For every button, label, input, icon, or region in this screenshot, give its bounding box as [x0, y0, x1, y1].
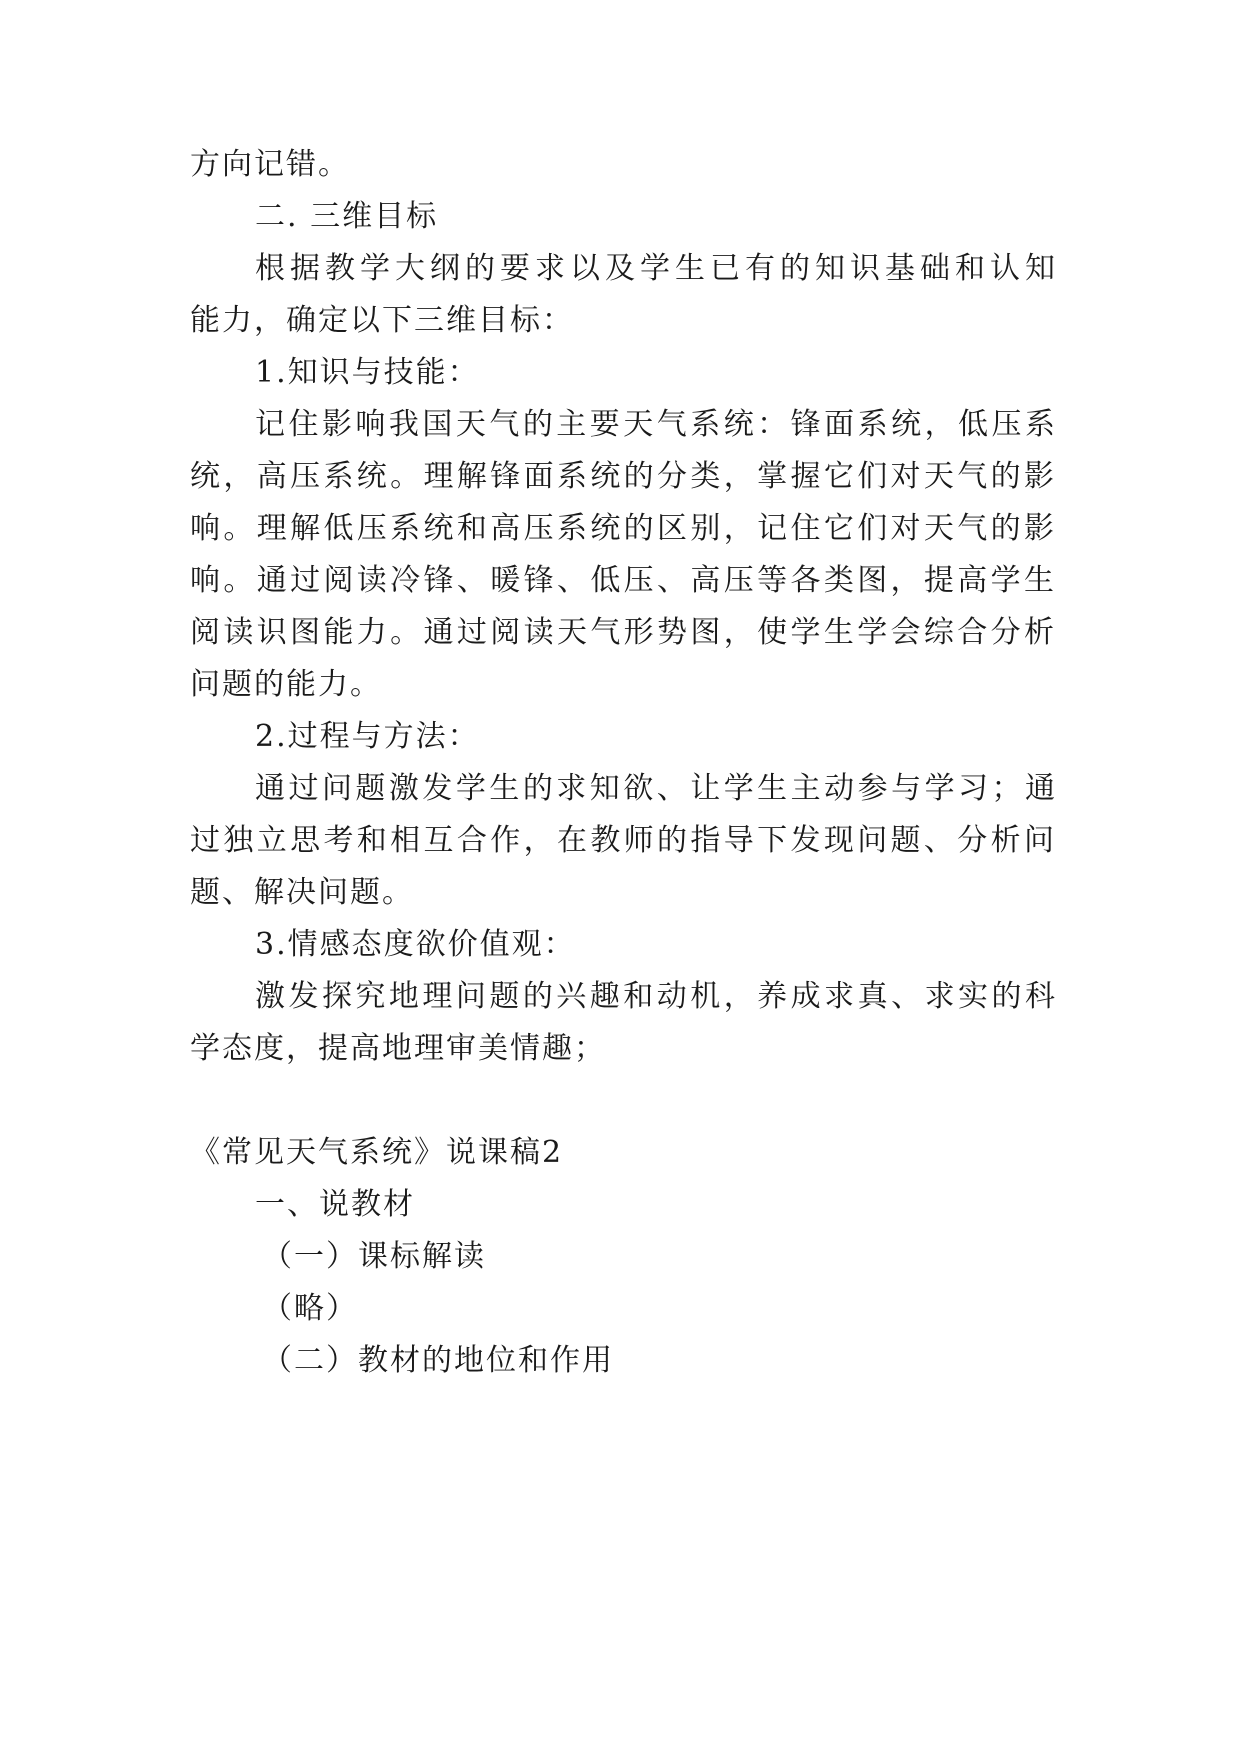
paragraph-line: 统，高压系统。理解锋面系统的分类，掌握它们对天气的影: [190, 459, 1054, 494]
subsection-heading-role: （二）教材的地位和作用: [262, 1343, 614, 1378]
paragraph-line: 响。通过阅读冷锋、暖锋、低压、高压等各类图，提高学生: [190, 563, 1054, 598]
goal-title-knowledge: 1.知识与技能：: [255, 355, 480, 390]
paragraph-line: 问题的能力。: [190, 667, 382, 702]
subsection-heading-standard: （一）课标解读: [262, 1239, 486, 1274]
omitted-note: （略）: [262, 1291, 358, 1326]
section-heading-goals: 二. 三维目标: [255, 199, 439, 234]
paragraph-line: 阅读识图能力。通过阅读天气形势图，使学生学会综合分析: [190, 615, 1054, 650]
goal-title-process: 2.过程与方法：: [255, 719, 480, 754]
paragraph-line: 过独立思考和相互合作，在教师的指导下发现问题、分析问: [190, 823, 1054, 858]
paragraph-line: 通过问题激发学生的求知欲、让学生主动参与学习；通: [255, 771, 1055, 806]
document-title: 《常见天气系统》说课稿2: [190, 1135, 564, 1170]
paragraph-line: 记住影响我国天气的主要天气系统：锋面系统，低压系: [255, 407, 1055, 442]
paragraph-line: 根据教学大纲的要求以及学生已有的知识基础和认知: [255, 251, 1055, 286]
paragraph-line: 能力，确定以下三维目标：: [190, 303, 574, 338]
text-line: 方向记错。: [190, 147, 350, 182]
goal-title-emotion: 3.情感态度欲价值观：: [255, 927, 576, 962]
section-heading-textbook: 一、说教材: [255, 1187, 415, 1222]
paragraph-line: 学态度，提高地理审美情趣；: [190, 1031, 606, 1066]
paragraph-line: 题、解决问题。: [190, 875, 414, 910]
paragraph-line: 响。理解低压系统和高压系统的区别，记住它们对天气的影: [190, 511, 1054, 546]
paragraph-line: 激发探究地理问题的兴趣和动机，养成求真、求实的科: [255, 979, 1055, 1014]
